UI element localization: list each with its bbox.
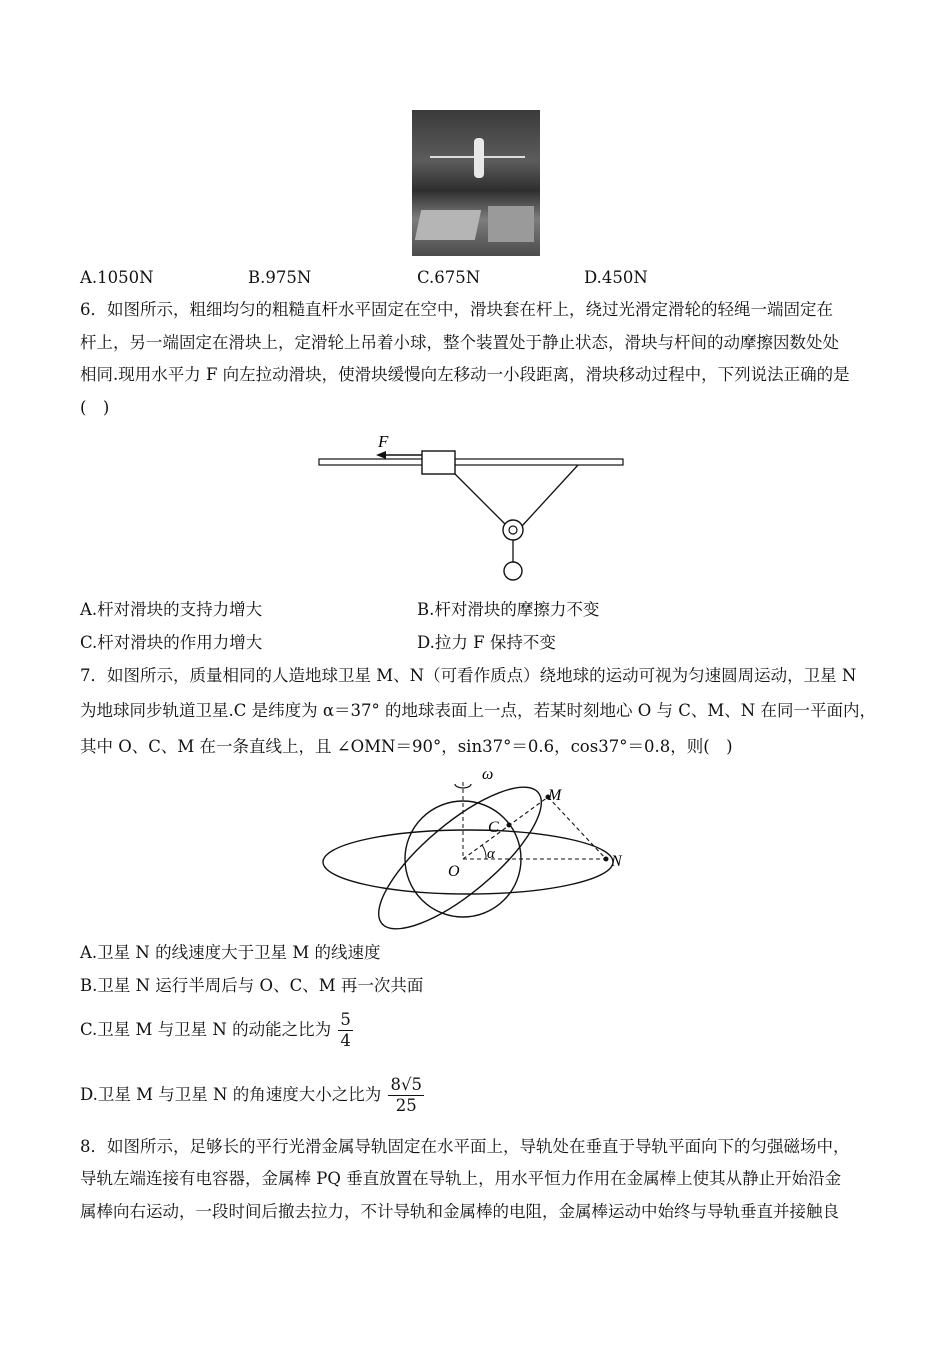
omega-label: ω — [482, 766, 494, 783]
q6-line-3: 相同.现用水平力 F 向左拉动滑块，使滑块缓慢向左移动一小段距离，滑块移动过程中，下列说法正确的是 — [80, 365, 850, 384]
q6-option-d: D.拉力 F 保持不变 — [417, 633, 556, 652]
q5-option-d: D.450N — [584, 268, 648, 287]
q6-option-c: C.杆对滑块的作用力增大 — [80, 633, 263, 652]
q7-option-c-row — [80, 1010, 353, 1051]
floor-mat — [415, 210, 481, 240]
rope-left — [455, 474, 507, 526]
slider-pulley-diagram — [300, 425, 640, 590]
q6-option-a: A.杆对滑块的支持力增大 — [80, 600, 263, 619]
q8-line-1: 8．如图所示，足够长的平行光滑金属导轨固定在水平面上，导轨处在垂直于导轨平面向下的匀强磁场中， — [80, 1137, 850, 1156]
horizontal-rod — [319, 459, 623, 465]
point-N — [604, 857, 609, 862]
q7-line-1: 7．如图所示，质量相同的人造地球卫星 M、N（可看作质点）绕地球的运动可视为匀速圆周运动，卫星 N — [80, 666, 857, 685]
fraction-denominator: 25 — [395, 1096, 417, 1115]
q6-option-b: B.杆对滑块的摩擦力不变 — [417, 600, 600, 619]
q7-line-2: 为地球同步轨道卫星.C 是纬度为 α＝37° 的地球表面上一点，若某时刻地心 O 与 C、M、N 在同一平面内， — [80, 701, 876, 720]
q8-line-2: 导轨左端连接有电容器，金属棒 PQ 垂直放置在导轨上，用水平恒力作用在金属棒上使其从静止开始沿金 — [80, 1169, 842, 1188]
gymnast-figure — [474, 138, 484, 178]
q6-line-2: 杆上，另一端固定在滑块上，定滑轮上吊着小球，整个装置处于静止状态，滑块与杆间的动摩擦因数处处 — [80, 333, 839, 352]
alpha-arc — [482, 845, 486, 859]
point-C — [507, 823, 512, 828]
q6-line-1: 6．如图所示，粗细均匀的粗糙直杆水平固定在空中，滑块套在杆上，绕过光滑定滑轮的轻绳一端固定在 — [80, 300, 833, 319]
label-alpha: α — [487, 846, 495, 862]
q7-line-3: 其中 O、C、M 在一条直线上，且 ∠OMN＝90°，sin37°＝0.6，cos37°＝0.8，则( ) — [80, 737, 733, 756]
q5-option-a: A.1050N — [80, 268, 154, 287]
fraction-5-over-4 — [338, 1010, 353, 1051]
floor-mat-2 — [488, 206, 534, 242]
equatorial-orbit — [323, 830, 613, 894]
fraction-numerator: 5 — [340, 1010, 351, 1029]
hanging-ball — [504, 562, 522, 580]
fraction-8root5-over-25 — [388, 1075, 424, 1116]
line-M-N — [548, 797, 606, 859]
pulley-axle — [509, 526, 517, 534]
satellite-orbit-diagram — [310, 762, 650, 937]
label-N: N — [611, 853, 622, 870]
label-O: O — [448, 863, 460, 880]
gymnast-photo — [412, 110, 540, 256]
slider-block — [422, 451, 455, 474]
q5-option-c: C.675N — [417, 268, 481, 287]
q7-option-d-row — [80, 1075, 424, 1116]
fraction-numerator: 8√5 — [390, 1075, 422, 1094]
q7-option-a: A.卫星 N 的线速度大于卫星 M 的线速度 — [80, 943, 381, 962]
label-M: M — [548, 787, 562, 804]
q7-option-d: D.卫星 M 与卫星 N 的角速度大小之比为 — [80, 1085, 382, 1104]
q5-option-b: B.975N — [248, 268, 312, 287]
q7-option-c: C.卫星 M 与卫星 N 的动能之比为 — [80, 1020, 332, 1039]
q7-option-b: B.卫星 N 运行半周后与 O、C、M 再一次共面 — [80, 976, 424, 995]
label-C: C — [488, 819, 499, 836]
q6-line-4: ( ) — [80, 398, 110, 417]
inclined-orbit — [359, 766, 560, 937]
fraction-denominator: 4 — [340, 1031, 351, 1050]
q8-line-3: 属棒向右运动，一段时间后撤去拉力，不计导轨和金属棒的电阻，金属棒运动中始终与导轨垂直并接触良 — [80, 1202, 839, 1221]
force-arrowhead — [376, 451, 386, 459]
line-O-M — [463, 797, 548, 859]
force-label: F — [378, 432, 389, 451]
rope-right — [522, 465, 578, 526]
